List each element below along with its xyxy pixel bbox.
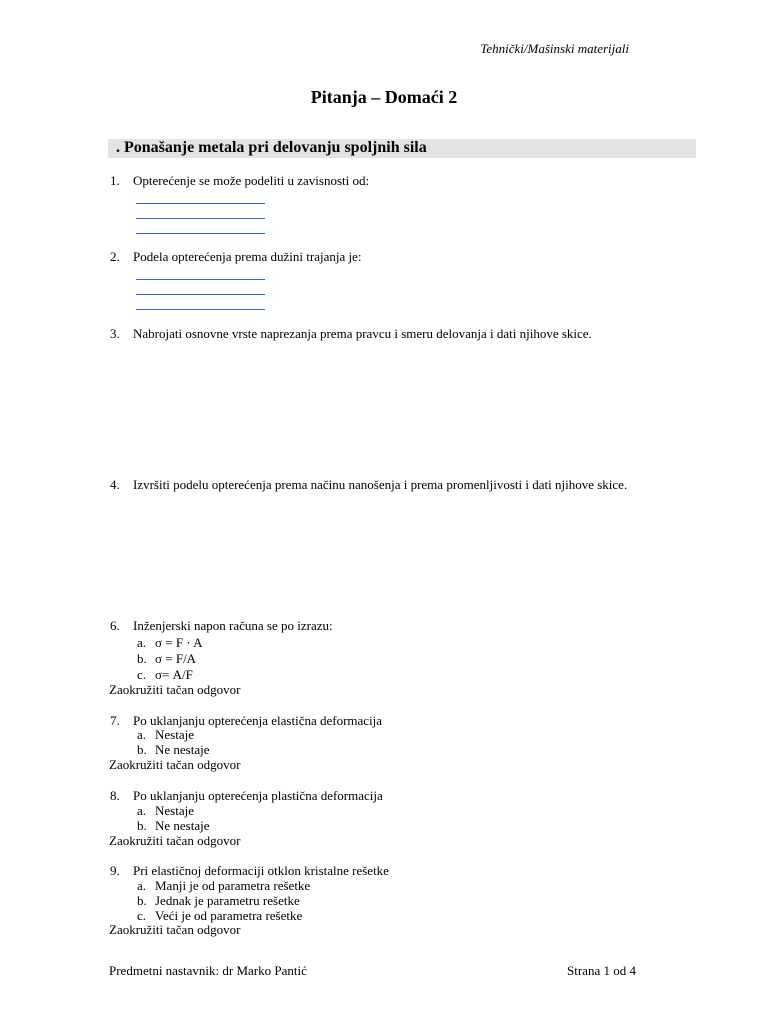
question-text: Podela opterećenja prema dužini trajanja je: xyxy=(133,249,362,264)
answer-line xyxy=(136,279,265,280)
question-text: Opterećenje se može podeliti u zavisnosti od: xyxy=(133,173,370,188)
option-text: Veći je od parametra rešetke xyxy=(155,908,303,923)
option-letter: b. xyxy=(137,818,147,833)
question-number: 9. xyxy=(110,863,120,878)
option-letter: a. xyxy=(137,635,147,650)
option-text: Nestaje xyxy=(155,803,194,818)
question-number: 1. xyxy=(110,173,120,188)
option-letter: c. xyxy=(137,667,147,682)
option-letter: a. xyxy=(137,803,147,818)
option-text: Manji je od parametra rešetke xyxy=(155,878,311,893)
instruction-note: Zaokružiti tačan odgovor xyxy=(109,833,241,848)
question-text: Izvršiti podelu opterećenja prema načinu nanošenja i prema promenljivosti i dati njihove skice. xyxy=(133,477,628,492)
answer-line xyxy=(136,233,265,234)
option-letter: a. xyxy=(137,727,147,742)
answer-line xyxy=(136,218,265,219)
option-text: Ne nestaje xyxy=(155,818,210,833)
footer-page-number: Strana 1 od 4 xyxy=(567,963,636,978)
option-letter: b. xyxy=(137,893,147,908)
question-number: 6. xyxy=(110,618,120,633)
question-number: 3. xyxy=(110,326,120,341)
option-text: Nestaje xyxy=(155,727,194,742)
section-heading-bar xyxy=(108,139,696,158)
instruction-note: Zaokružiti tačan odgovor xyxy=(109,922,241,937)
course-header: Tehnički/Mašinski materijali xyxy=(480,41,629,56)
option-text: σ = F/A xyxy=(155,651,197,666)
option-text: Ne nestaje xyxy=(155,742,210,757)
option-letter: a. xyxy=(137,878,147,893)
answer-line xyxy=(136,309,265,310)
option-letter: c. xyxy=(137,908,147,923)
option-text: σ= A/F xyxy=(155,667,193,682)
question-number: 7. xyxy=(110,713,120,728)
question-text: Inženjerski napon računa se po izrazu: xyxy=(133,618,333,633)
question-text: Po uklanjanju opterećenja plastična deformacija xyxy=(133,788,383,803)
question-number: 2. xyxy=(110,249,120,264)
question-number: 8. xyxy=(110,788,120,803)
instruction-note: Zaokružiti tačan odgovor xyxy=(109,682,241,697)
option-text: σ = F · A xyxy=(155,635,203,650)
footer-teacher: Predmetni nastavnik: dr Marko Pantić xyxy=(109,963,307,978)
answer-line xyxy=(136,203,265,204)
question-text: Nabrojati osnovne vrste naprezanja prema pravcu i smeru delovanja i dati njihove skice. xyxy=(133,326,592,341)
option-text: Jednak je parametru rešetke xyxy=(155,893,300,908)
question-text: Pri elastičnoj deformaciji otklon kristalne rešetke xyxy=(133,863,389,878)
instruction-note: Zaokružiti tačan odgovor xyxy=(109,757,241,772)
option-letter: b. xyxy=(137,651,147,666)
section-heading: . Ponašanje metala pri delovanju spoljnih sila xyxy=(116,139,427,156)
answer-line xyxy=(136,294,265,295)
question-number: 4. xyxy=(110,477,120,492)
option-letter: b. xyxy=(137,742,147,757)
page-title: Pitanja – Domaći 2 xyxy=(310,87,458,107)
question-text: Po uklanjanju opterećenja elastična deformacija xyxy=(133,713,383,728)
